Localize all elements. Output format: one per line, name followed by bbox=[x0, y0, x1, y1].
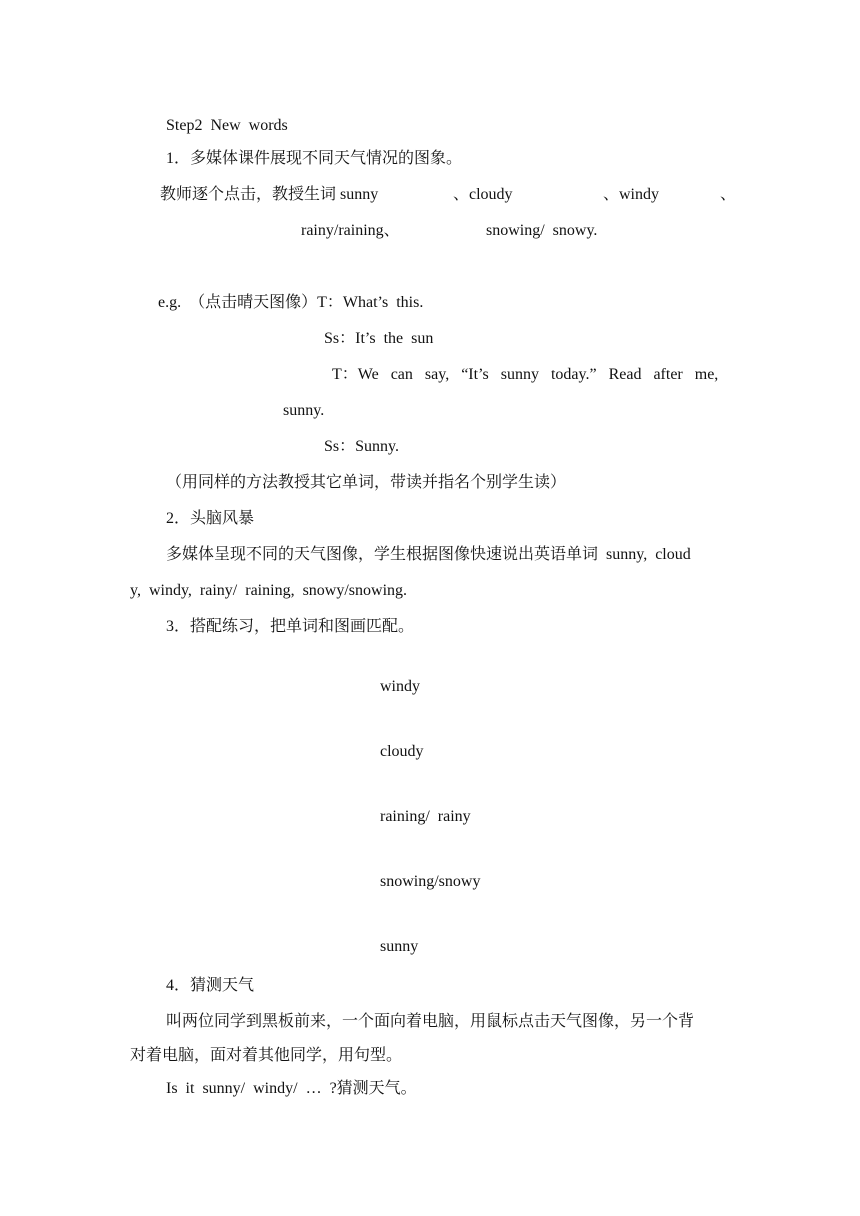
item-2-text-line-1: 多媒体呈现不同的天气图像，学生根据图像快速说出英语单词 sunny, cloud bbox=[166, 546, 691, 563]
match-word-cloudy: cloudy bbox=[380, 743, 424, 760]
example-students-line-2: Ss：Sunny. bbox=[324, 438, 399, 455]
step-title: Step2 New words bbox=[166, 117, 288, 134]
item-4-text-line-2: 对着电脑，面对着其他同学，用句型。 bbox=[130, 1047, 403, 1064]
example-teacher-line-2: T：We can say, “It’s sunny today.” Read after me, bbox=[332, 366, 719, 383]
example-teacher-line-2-cont: sunny. bbox=[283, 402, 325, 419]
item-4-text-line-1: 叫两位同学到黑板前来，一个面向着电脑，用鼠标点击天气图像，另一个背 bbox=[166, 1013, 695, 1030]
item-4-text-line-3: Is it sunny/ windy/ … ?猜测天气。 bbox=[166, 1080, 417, 1097]
item-3-heading: 3．搭配练习，把单词和图画匹配。 bbox=[166, 618, 415, 635]
item-2-text-line-2: y, windy, rainy/ raining, snowy/snowing. bbox=[130, 582, 408, 599]
item-1-line-2-part-a: rainy/raining、 bbox=[301, 222, 400, 239]
example-students-line-1: Ss：It’s the sun bbox=[324, 330, 434, 347]
example-teacher-line-1: e.g. （点击晴天图像）T：What’s this. bbox=[158, 294, 424, 311]
item-1-line-1-part-a: 教师逐个点击，教授生词 sunny bbox=[160, 186, 379, 203]
match-word-sunny: sunny bbox=[380, 938, 419, 955]
item-1-heading: 1．多媒体课件展现不同天气情况的图象。 bbox=[166, 150, 463, 167]
item-1-line-1-part-b: 、cloudy bbox=[453, 186, 513, 203]
match-word-raining: raining/ rainy bbox=[380, 808, 471, 825]
match-word-snowing: snowing/snowy bbox=[380, 873, 481, 890]
item-2-heading: 2．头脑风暴 bbox=[166, 510, 255, 527]
item-1-line-2-part-b: snowing/ snowy. bbox=[486, 222, 598, 239]
item-4-heading: 4．猜测天气 bbox=[166, 977, 255, 994]
match-word-windy: windy bbox=[380, 678, 420, 695]
teaching-note: （用同样的方法教授其它单词，带读并指名个别学生读） bbox=[166, 474, 567, 491]
item-1-line-1-part-d: 、 bbox=[720, 186, 737, 203]
item-1-line-1-part-c: 、windy bbox=[603, 186, 660, 203]
